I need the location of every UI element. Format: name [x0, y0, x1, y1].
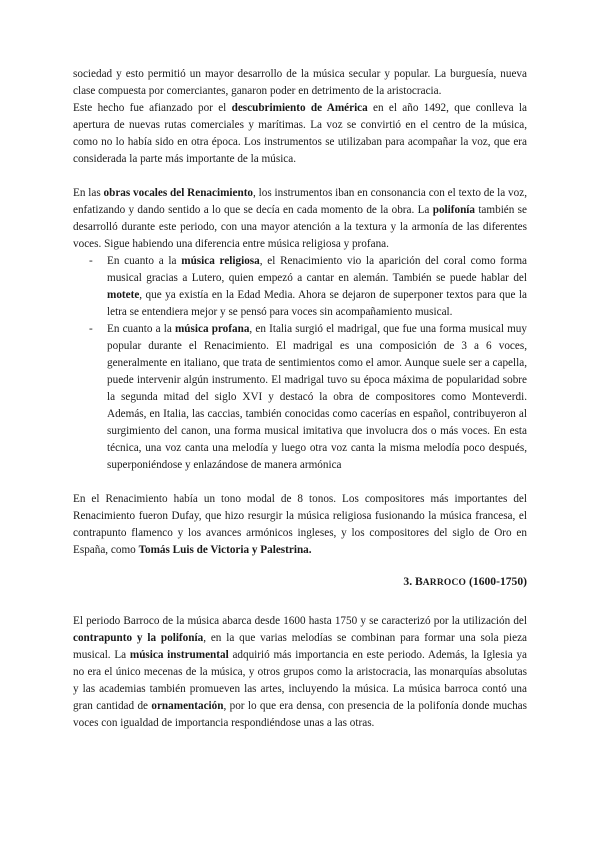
spacer: [73, 592, 527, 613]
page-content: [73, 66, 527, 732]
list-item-profana: - En cuanto a la música profana, en Italia surgió el madrigal, que fue una forma musical muy popular durante el Renacimiento. El madrigal es una composición de 3 a 6 voces, generalmente en italiano, que trata de sentimientos como el amor. Aunque suele ser a capella, puede intervenir algún instrumento. El madrigal tuvo su época máxima de popularidad sobre la segunda mitad del siglo XVI y destacó la obra de compositores como Monteverdi. Además, en Italia, las caccias, también conocidas como cacerías en español, contribuyeron al surgimiento del canon, una forma musical imitativa que involucra dos o más voces. En esta técnica, una voz canta una melodía y luego otra voz canta la misma melodía poco después, superponiéndose y enlazándose de manera armónica: [89, 323, 527, 471]
spacer: [73, 168, 527, 185]
bold-musica-instrumental: música instrumental: [129, 649, 229, 661]
paragraph-descubrimiento: Este hecho fue afianzado por el descubrimiento de América en el año 1492, que conlleva la apertura de nuevas rutas comerciales y marítimas. La voz se convirtió en el centro de la música, como no lo había sido en otra época. Los instrumentos se utilizaban para acompañar la voz, que era considerada la parte más importante de la música.: [73, 102, 527, 165]
music-type-list: [73, 253, 527, 474]
bold-contrapunto: contrapunto y la polifonía: [73, 632, 204, 644]
bold-musica-profana: música profana: [174, 323, 250, 335]
paragraph-obras-vocales: En las obras vocales del Renacimiento, los instrumentos iban en consonancia con el texto de la voz, enfatizando y dando sentido a lo que se decía en cada momento de la obra. La polifonía también se desarrolló durante este periodo, con una mayor atención a la textura y la armonía de las diferentes voces. Sigue habiendo una diferencia entre música religiosa y profana.: [73, 187, 527, 250]
bold-descubrimiento: descubrimiento de América: [231, 102, 368, 114]
bold-victoria-palestrina: Tomás Luis de Victoria y Palestrina.: [138, 544, 312, 556]
bold-obras-vocales: obras vocales del Renacimiento: [103, 187, 254, 199]
paragraph-sociedad: sociedad y esto permitió un mayor desarrollo de la música secular y popular. La burguesía, nueva clase compuesta por comerciantes, ganaron poder en detrimento de la aristocracia.: [73, 68, 527, 97]
dash-bullet: -: [89, 323, 93, 335]
paragraph-barroco: El periodo Barroco de la música abarca desde 1600 hasta 1750 y se caracterizó por la utilización del contrapunto y la polifonía, en la que varias melodías se combinan para formar una sola pieza musical. La música instrumental adquirió más importancia en este periodo. Además, la Iglesia ya no era el único mecenas de la música, y otros grupos como la aristocracia, las monarquías absolutas y las academias también promueven las artes, incluyendo la música. La música barroca contó una gran cantidad de ornamentación, por lo que era densa, con presencia de la polifonía donde muchas voces con igualdad de importancia respondiéndose unas a las otras.: [73, 615, 528, 729]
dash-bullet: -: [89, 255, 93, 267]
list-item-religiosa: - En cuanto a la música religiosa, el Renacimiento vio la aparición del coral como forma musical gracias a Lutero, quien empezó a cantar en alemán. También se puede hablar del motete, que ya existía en la Edad Media. Ahora se dejaron de superponer textos para que la letra se entendiera mejor y se pensó para voces sin acompañamiento musical.: [89, 255, 527, 318]
bold-motete: motete: [107, 289, 140, 301]
section-heading-barroco: 3. BARROCO (1600-1750): [403, 575, 527, 588]
paragraph-tono-modal: En el Renacimiento había un tono modal de 8 tonos. Los compositores más importantes del Renacimiento fueron Dufay, que hizo resurgir la música religiosa fusionando la música francesa, el contrapunto flamenco y los avances armónicos ingleses, y los compositores del siglo de Oro en España, como Tomás Luis de Victoria y Palestrina.: [73, 493, 527, 556]
spacer: [73, 474, 527, 491]
bold-ornamentacion: ornamentación: [151, 700, 224, 712]
bold-musica-religiosa: música religiosa: [181, 255, 260, 267]
bold-polifonia: polifonía: [432, 204, 475, 216]
